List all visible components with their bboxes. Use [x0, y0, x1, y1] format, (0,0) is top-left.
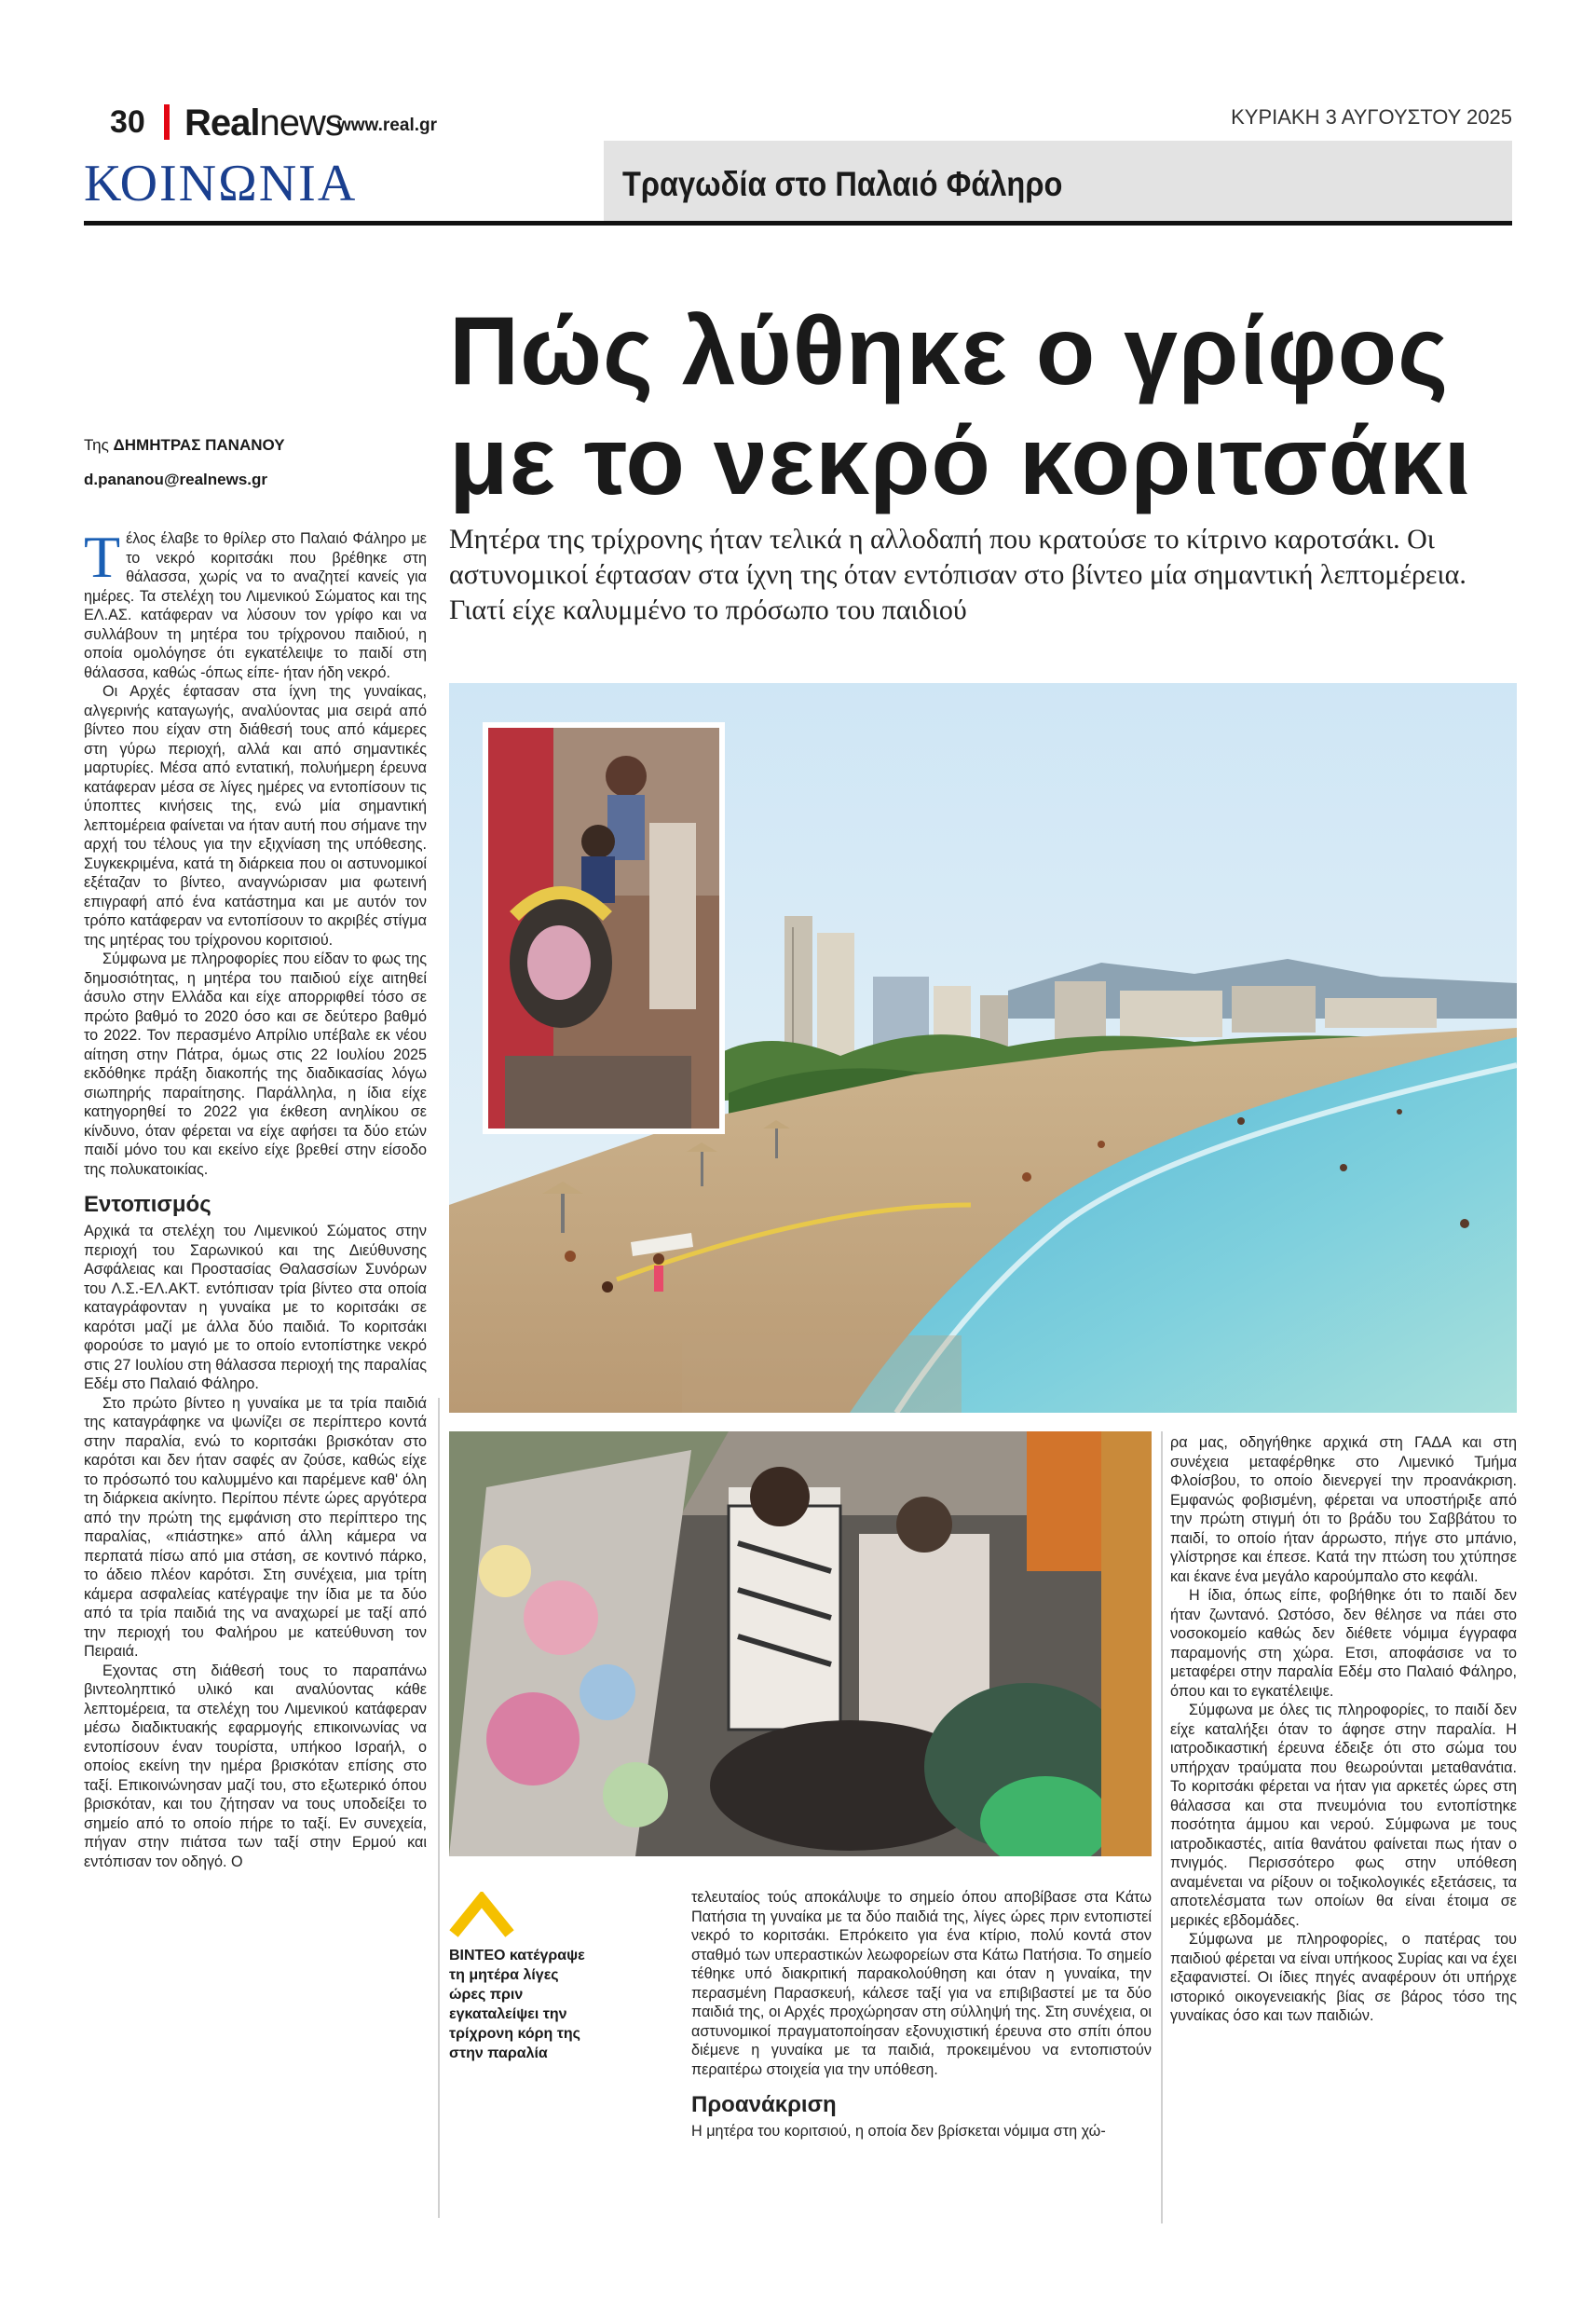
section-rule	[84, 221, 1512, 226]
article-column-2	[691, 1888, 1152, 2141]
paragraph: Σύμφωνα με όλες τις πληροφορίες, το παιδί δεν είχε καταλήξει όταν το άφησε στην παραλία. Η ιατροδικαστική έρευνα έδειξε ότι στο σώμα του υπήρχαν τραύματα που θεωρούνται μεταθανάτια. Το κοριτσάκι φέρεται να ήταν για αρκετές ώρες στη θάλασσα και στα πνευμόνια του εντοπίστηκε ποσότητα άμμου και νερού. Σύμφωνα με τους ιατροδικαστές, αιτία θανάτου φαίνεται πως ήταν ο πνιγμός. Περισσότερο φως στην υπόθεση αναμένεται να ρίξουν οι τοξικολογικές εξετάσεις, τα αποτελέσματα των οποίων θα είναι έτοιμα σε μερικές εβδομάδες.	[1170, 1702, 1517, 1929]
paragraph: Αρχικά τα στελέχη του Λιμενικού Σώματος στην περιοχή του Σαρωνικού και της Διεύθυνσης Ασφάλειας και Προστασίας Θαλασσίων Συνόρων του Λ.Σ.-ΕΛ.ΑΚΤ. εντόπισαν τρία βίντεο στα οποία καταγράφονταν η γυναίκα με το κοριτσάκι σε καρότσι μαζί με άλλα δύο παιδιά. Το κοριτσάκι φορούσε το μαγιό με το οποίο εντοπίστηκε νεκρό στις 27 Ιουλίου στη θάλασσα περιοχή της παραλίας Εδέμ στο Παλαιό Φάληρο.	[84, 1223, 427, 1392]
author-email: d.pananou@realnews.gr	[84, 471, 268, 488]
beach-photo	[449, 683, 1517, 1413]
paragraph	[84, 524, 427, 682]
paragraph: Εχοντας στη διάθεσή τους το παραπάνω βιντεοληπτικό υλικό και αναλύοντας κάθε λεπτομέρεια, τα στελέχη του Λιμενικού κατάφεραν μέσω διαδικτυακής εφαρμογής επικοινωνίας να εντοπίσουν έναν τουρίστα, υπήκοο Ισραήλ, ο οποίος εκείνη την ημέρα βρισκόταν επίσης στο ταξί. Επικοινώνησαν μαζί του, στο εξωτερικό όπου βρισκόταν, και του ζήτησαν να τους υποδείξει το σημείο από το οποίο πήρε το ταξί. Εν συνεχεία, πήγαν στην πιάτσα των ταξί στην Ερμού και εντόπισαν τον οδηγό. Ο	[84, 1662, 427, 1870]
paragraph: Σύμφωνα με πληροφορίες, ο πατέρας του παιδιού φέρεται να είναι υπήκοος Συρίας και να έχει εξαφανιστεί. Οι ίδιες πηγές αναφέρουν ότι υπήρχε ιστορικό οικογενειακής βίας σε βάρος τόσο της γυναίκας όσο και των παιδιών.	[1170, 1931, 1517, 2024]
headline-line-1: Πώς λύθηκε ο γρίφος	[449, 297, 1450, 405]
brand-light: news	[259, 103, 343, 144]
byline	[84, 436, 285, 455]
column-rule	[1161, 1431, 1163, 2223]
paragraph: Οι Αρχές έφτασαν στα ίχνη της γυναίκας, αλγερινής καταγωγής, αναλύοντας μια σειρά από βίντεο που είχαν στη διάθεσή τους από κάμερες στη γύρω περιοχή, αλλά και από σημαντικές μαρτυρίες. Μέσα από εντατική, πολυήμερη έρευνα κατάφεραν μέσα σε λίγες ημέρες να εντοπίσουν τις ύποπτες κινήσεις της, ενώ μία σημαντική λεπτομέρεια φαίνεται να ήταν αυτή που σήμανε την αρχή του τέλους για την εξιχνίαση της υπόθεσης. Συγκεκριμένα, κατά τη διάρκεια που οι αστυνομικοί εξέταζαν το βίντεο, αναγνώρισαν μια φωτεινή επιγραφή από ένα κατάστημα και με αυτόν τον τρόπο κατάφεραν να εντοπίσουν το ακριβές στίγμα της μητέρας του τρίχρονου κοριτσιού.	[84, 683, 427, 949]
topic-title: Τραγωδία στο Παλαιό Φάληρο	[622, 165, 1063, 203]
photo-caption: ΒΙΝΤΕΟ κατέγραψε τη μητέρα λίγες ώρες πριν εγκαταλείψει την τρίχρονη κόρη της στην παραλία	[449, 1948, 585, 2061]
paragraph: Σύμφωνα με πληροφορίες που είδαν το φως της δημοσιότητας, η μητέρα του παιδιού είχε αιτηθεί άσυλο στην Ελλάδα και είχε απορριφθεί τόσο σε πρώτο βαθμό το 2020 όσο και σε δεύτερο βαθμό το 2022. Τον περασμένο Απρίλιο υπέβαλε εκ νέου αίτηση στην Πάτρα, όμως στις 22 Ιουλίου 2025 εκδόθηκε πράξη διακοπής της διαδικασίας λόγω σιωπηρής παραίτησης. Παράλληλα, η ίδια είχε κατηγορηθεί το 2022 για έκθεση ανηλίκου σε κίνδυνο, όταν φέρεται να είχε αφήσει τα δύο ετών παιδί μόνο του και εκείνο είχε βρεθεί στην είσοδο της πολυκατοικίας.	[84, 951, 427, 1178]
article-column-1	[84, 524, 427, 1871]
brand-logo	[184, 103, 343, 144]
standfirst: Μητέρα της τρίχρονης ήταν τελικά η αλλοδαπή που κρατούσε το κίτρινο καροτσάκι. Οι αστυνομικοί έφτασαν στα ίχνη της όταν εντόπισαν στο βίντεο μία σημαντική λεπτομέρεια. Γιατί είχε καλυμμένο το πρόσωπο του παιδιού	[449, 524, 1466, 625]
header-divider	[164, 104, 170, 140]
cctv-inset	[483, 722, 725, 1134]
paragraph: Στο πρώτο βίντεο η γυναίκα με τα τρία παιδιά της καταγράφηκε να ψωνίζει σε περίπτερο κοντά στην παραλία, ενώ το κοριτσάκι βρισκόταν στο καρότσι και δεν ήταν σαφές αν ζούσε, καθώς είχε το πρόσωπό του καλυμμένο και παρέμενε καθ' όλη τη διάρκεια ακίνητο. Περίπου πέντε ώρες αργότερα από την πρώτη της εμφάνιση στο περίπτερο της παραλίας, «πιάστηκε» από άλλη κάμερα να περπατά πίσω από μια στάση, σε κοντινό πάρκο, το άδειο πλέον καρότσι. Στη συνέχεια, μια τρίτη κάμερα ασφαλείας κατέγραψε την ίδια με τα δύο από τα τρία παιδιά της να αναχωρεί με ταξί από την περιοχή του Φαλήρου με κατεύθυνση τον Πειραιά.	[84, 1394, 427, 1660]
headline-line-2: με το νεκρό κοριτσάκι	[449, 407, 1472, 515]
byline-prefix: Της	[84, 436, 109, 454]
column-rule	[438, 1398, 440, 2218]
drop-cap: Τ	[84, 524, 121, 590]
subheading-proanakrisi: Προανάκριση	[691, 2092, 837, 2117]
page-number: 30	[110, 104, 145, 140]
subheading-entopismos: Εντοπισμός	[84, 1192, 211, 1217]
section-title: ΚΟΙΝΩΝΙΑ	[84, 155, 358, 212]
issue-date: ΚΥΡΙΑΚΗ 3 ΑΥΓΟΥΣΤΟΥ 2025	[1231, 105, 1512, 129]
paragraph-text: έλος έλαβε το θρίλερ στο Παλαιό Φάληρο με το νεκρό κοριτσάκι που βρέθηκε στη θάλασσα, χωρίς να το αναζητεί κανείς για ημέρες. Τα στελέχη του Λιμενικού Σώματος και της ΕΛ.ΑΣ. κατάφεραν να λύσουν τον γρίφο και να συλλάβουν τη μητέρα του τρίχρονου παιδιού, η οποία ομολόγησε ότι εγκατέλειψε το παιδί στη θάλασσα, καθώς -όπως είπε- ήταν ήδη νεκρό.	[84, 530, 427, 681]
cctv-shop-photo	[449, 1431, 1152, 1856]
byline-name: ΔΗΜΗΤΡΑΣ ΠΑΝΑΝΟΥ	[113, 436, 285, 454]
headline	[449, 296, 1530, 516]
brand-bold: Real	[184, 103, 260, 144]
chevron-up-icon	[449, 1892, 514, 1938]
paragraph: Η ίδια, όπως είπε, φοβήθηκε ότι το παιδί δεν ήταν ζωντανό. Ωστόσο, δεν θέλησε να πάει στο νοσοκομείο καθώς δεν διέθετε νόμιμα έγγραφα παραμονής στη χώρα. Ετσι, αποφάσισε να το μεταφέρει στην παραλία Εδέμ στο Παλαιό Φάληρο, όπου και το εγκατέλειψε.	[1170, 1587, 1517, 1700]
paragraph: Η μητέρα του κοριτσιού, η οποία δεν βρίσκεται νόμιμα στη χώ-	[691, 2123, 1106, 2140]
article-column-3	[1170, 1433, 1517, 2026]
brand-url: www.real.gr	[337, 116, 437, 135]
paragraph: ρα μας, οδηγήθηκε αρχικά στη ΓΑΔΑ και στη συνέχεια μεταφέρθηκε στο Λιμενικό Τμήμα Φλοίσβου, το οποίο διενεργεί την προανάκριση. Εμφανώς φοβισμένη, φέρεται να υποστήριξε από την πρώτη στιγμή ότι το βράδυ του Σαββάτου το παιδί, το οποίο ήταν άρρωστο, πήγε στο μπάνιο, γλίστρησε και έπεσε. Κατά την πτώση του χτύπησε και έκανε ένα μεγάλο καρούμπαλο στο κεφάλι.	[1170, 1434, 1517, 1585]
paragraph: τελευταίος τούς αποκάλυψε το σημείο όπου αποβίβασε στα Κάτω Πατήσια τη γυναίκα με τα δύο παιδιά της, λίγες ώρες πριν εντοπιστεί νεκρό το κοριτσάκι. Επρόκειτο για ένα κτίριο, πολύ κοντά στον σταθμό των υπεραστικών λεωφορείων στα Κάτω Πατήσια. Το σημείο τέθηκε υπό διακριτική παρακολούθηση και όταν η γυναίκα, την περασμένη Παρασκευή, κάλεσε ταξί για να επιβιβαστεί με τα δύο παιδιά της, οι Αρχές προχώρησαν στη σύλληψή της. Στη συνέχεια, οι αστυνομικοί πραγματοποίησαν εξονυχιστική έρευνα στο σπίτι όπου διέμενε η γυναίκα με τα παιδιά, προκειμένου να εντοπιστούν περαιτέρω στοιχεία για την υπόθεση.	[691, 1889, 1152, 2078]
